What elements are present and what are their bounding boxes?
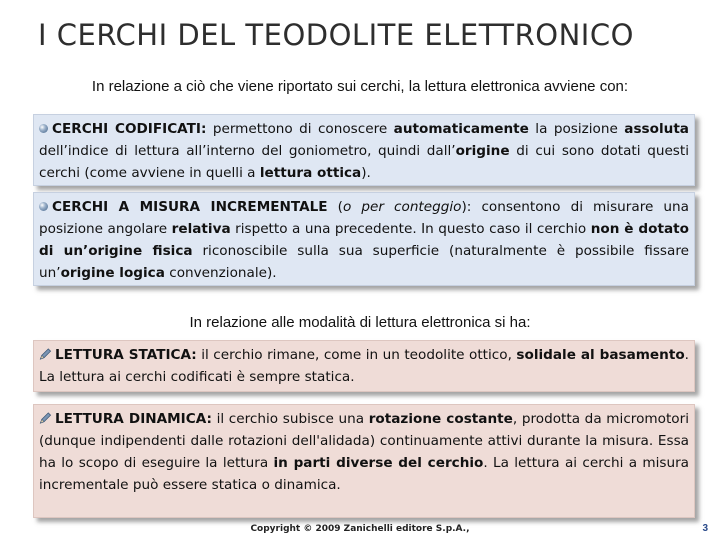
static-reading-box <box>33 340 695 392</box>
box-bold-text: rotazione costante <box>368 411 513 427</box>
box-italic-text: o per conteggio <box>342 199 462 215</box>
pencil-icon <box>39 411 52 424</box>
box-bold-text: non è dotato di un’origine fisica <box>39 221 689 259</box>
box-text: il cerchio rimane, come in un teodolite ottico, <box>196 347 517 363</box>
box-text: dell’indice di lettura all’interno del goniometro, quindi dall’ <box>39 143 456 159</box>
section2-intro-text: In relazione alle modalità di lettura elettronica si ha: <box>189 314 531 331</box>
box-text: la posizione <box>528 121 625 137</box>
box-text: rispetto a una precedente. In questo caso il cerchio <box>230 221 591 237</box>
coded-circles-box <box>33 114 695 186</box>
box-text: , prodotta da micromotori (dunque indipendenti dalle rotazioni dell'alidada) continuamente attivi durante la misura. Essa ha lo scopo di eseguire la lettura <box>39 411 689 471</box>
box-text: ( <box>327 199 343 215</box>
box-bold-text: relativa <box>171 221 231 237</box>
intro-text: In relazione a ciò che viene riportato sui cerchi, la lettura elettronica avviene con: <box>91 78 629 95</box>
box-bold-text: origine <box>455 143 510 159</box>
box-text: convenzionale). <box>164 265 277 281</box>
slide-title: I CERCHI DEL TEODOLITE ELETTRONICO <box>38 18 634 52</box>
box-heading: LETTURA STATICA: <box>55 347 197 363</box>
box-text: . La lettura ai cerchi a misura incrementale può essere statica o dinamica. <box>39 455 689 493</box>
box-text: permettono di conoscere <box>206 121 394 137</box>
bullet-icon <box>39 202 48 211</box>
box-heading: LETTURA DINAMICA: <box>55 411 212 427</box>
box-heading: CERCHI A MISURA INCREMENTALE <box>52 199 328 215</box>
box-text: ): consentono di misurare una posizione angolare <box>39 199 689 237</box>
box-text: il cerchio subisce una <box>211 411 369 427</box>
box-heading: CERCHI CODIFICATI: <box>52 121 207 137</box>
copyright-footer: Copyright © 2009 Zanichelli editore S.p.A., <box>250 524 470 534</box>
box-text: di cui sono dotati questi cerchi (come avviene in quelli a <box>39 143 689 181</box>
incremental-circles-box <box>33 192 695 286</box>
dynamic-reading-box <box>33 404 695 518</box>
bullet-icon <box>39 124 48 133</box>
box-bold-text: assoluta <box>624 121 689 137</box>
page-number: 3 <box>702 523 708 534</box>
pencil-icon <box>39 347 52 360</box>
box-bold-text: lettura ottica <box>259 165 362 181</box>
box-bold-text: solidale al basamento <box>516 347 685 363</box>
box-text: . La lettura ai cerchi codificati è sempre statica. <box>39 347 689 385</box>
box-bold-text: origine logica <box>60 265 165 281</box>
box-bold-text: automaticamente <box>393 121 529 137</box>
box-text: ). <box>361 165 371 181</box>
box-bold-text: in parti diverse del cerchio <box>273 455 484 471</box>
box-text: riconoscibile sulla sua superficie (naturalmente è possibile fissare un’ <box>39 243 689 281</box>
